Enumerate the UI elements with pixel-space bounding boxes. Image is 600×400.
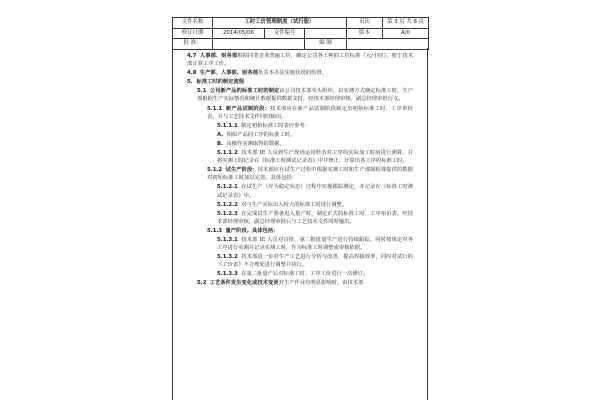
paragraph-text: 相似产品同工序的标准工时。 (226, 131, 296, 138)
paragraph-text: 技术部 IE 人员到生产现场运用秒表对工序的实际加工时间进行测算，并将实测工时记录在《标准工时测试记录表》中并修正，计算出各工序的标准工时。 (217, 150, 413, 165)
paragraph-lead: 工艺条件发生变化或技术变更 (209, 280, 279, 287)
header-row-1 (173, 18, 429, 29)
label-revision-date: 修订日期 (173, 28, 213, 39)
paragraph-lead: 量产阶段。具体包括： (225, 227, 279, 234)
label-edit: 编 制 (305, 39, 347, 50)
paragraph-lead: 公司新产品的标准工时的制定 (209, 88, 280, 95)
paragraph (187, 78, 413, 86)
paragraph (217, 149, 413, 165)
paragraph-text: 在第二批量产后对标准工时、工序工价进行一次修订。 (241, 271, 369, 278)
document-header-table (172, 17, 429, 50)
paragraph-text: 技术部应在试生产过程中根据实测工时和生产部制程课提供的数据对初始标准工时加以完善，具体包括： (207, 167, 413, 182)
paragraph-number: 4.7 (187, 53, 197, 59)
paragraph-text: 负责本办法实施状况的监督。 (258, 70, 327, 77)
paragraph-number: 5. (187, 79, 193, 86)
paragraph-number: 5.2 (197, 280, 207, 287)
paragraph-lead: 标准工时的制定流程 (196, 79, 245, 86)
paragraph (217, 131, 413, 139)
paragraph (187, 69, 413, 77)
paragraph-number: 5.1.3 (207, 227, 223, 234)
doc-title: 工时工价管理制度（试行版） (213, 18, 347, 29)
page-info: 第 3 页 共 6 页 (383, 18, 429, 29)
document-page (172, 17, 428, 400)
doc-number (305, 28, 347, 39)
header-row-2 (173, 28, 429, 39)
version: A/0 (383, 28, 429, 39)
paragraph (217, 201, 413, 209)
paragraph-lead: 新产品试制阶段： (225, 105, 270, 112)
paragraph-text: 对与生产实际出入较大的标准工时进行调整。 (241, 201, 348, 208)
paragraph-number: 5.1.2 (207, 167, 223, 174)
document-content (173, 48, 427, 288)
label-doc-name: 文件名称 (173, 18, 213, 29)
paragraph-number: 4.8 (187, 70, 197, 77)
paragraph (197, 87, 413, 103)
label-approve: 批 准： (173, 39, 213, 50)
paragraph (207, 166, 413, 182)
paragraph-text: 技术部应在新产品试制阶段制定出初始标准工时、工序单价表，并与工艺技术文件同时输出。 (207, 105, 413, 120)
paragraph-number: 5.1.3.3 (217, 271, 238, 278)
paragraph (217, 122, 413, 130)
label-page: 页次 (347, 18, 383, 29)
paragraph-number: 5.1.2.1 (217, 184, 238, 191)
paragraph-number: 5.1.1.2 (217, 150, 238, 157)
paragraph-text: 技术部 IE 人员对首批、第二批批量生产进行持续跟踪，同时按规定对各工序进行实测并记录实测工时，作为标准工时调整或审核依据。 (217, 236, 413, 252)
paragraph-number: 5.1.2.2 (217, 201, 238, 208)
paragraph-lead: 试生产阶段： (225, 167, 258, 174)
paragraph-text: 由操作实测取得的数据。 (226, 140, 285, 147)
paragraph-lead: 生产部、人事部、财务部 (199, 70, 259, 77)
paragraph-lead: 人事部、财务部 (199, 53, 238, 59)
paragraph (187, 52, 413, 68)
paragraph (207, 105, 413, 121)
paragraph-text: 在试生产（应为稳定状态）过程中实施跟踪测定，并记录在《标准工时测试记录表》中。 (217, 184, 413, 199)
paragraph (197, 279, 413, 287)
paragraph (217, 210, 413, 226)
paragraph (207, 227, 413, 235)
paragraph-text: 对生产作业有明显影响时，由技术部 (278, 280, 364, 287)
label-doc-number: 文件编号 (265, 28, 305, 39)
paragraph (217, 140, 413, 148)
label-version: 版本 (347, 28, 383, 39)
paragraph-text: 在完成试生产准备进入量产时，制定正式的标准工时、工序单价表，经技术部经理审核，副总经理审批后与工艺技术文件同时输出。 (217, 210, 413, 225)
paragraph (217, 253, 413, 269)
paragraph-text: 技术部进一步对生产工艺进行分析与改善，提高焊接效率，同时对试行的《工价表》不合理处进行调整并执行。 (217, 254, 413, 269)
revision-date: 2014/05/06 (213, 28, 265, 39)
paragraph (217, 183, 413, 199)
paragraph-number: 5.1.3.2 (217, 254, 238, 261)
paragraph-text: 制定初始标准工时表应参考： (241, 122, 311, 129)
paragraph (217, 270, 413, 278)
paragraph-number: 5.1 (197, 88, 207, 95)
paragraph-number: 5.1.1 (207, 105, 223, 112)
paragraph-number: B. (217, 140, 224, 147)
paragraph-number: 5.1.1.1 (217, 122, 238, 129)
paragraph-number: 5.1.2.3 (217, 210, 238, 217)
paragraph-text: 根据同类企业普遍工价，确定公司各工种的工价标准（元/小时），便于技术部计算工序工价。 (187, 53, 413, 68)
paragraph-text: 由公司技术部牵头组织，以实测方式确定标准工时，生产部根据生产实际情况和统计数据提供数据支持，经技术部经理审核，副总经理审批行文。 (197, 88, 413, 103)
paragraph (217, 236, 413, 252)
document-body (172, 48, 428, 400)
paragraph-number: 5.1.3.1 (217, 236, 238, 243)
paragraph-number: A. (217, 131, 224, 138)
